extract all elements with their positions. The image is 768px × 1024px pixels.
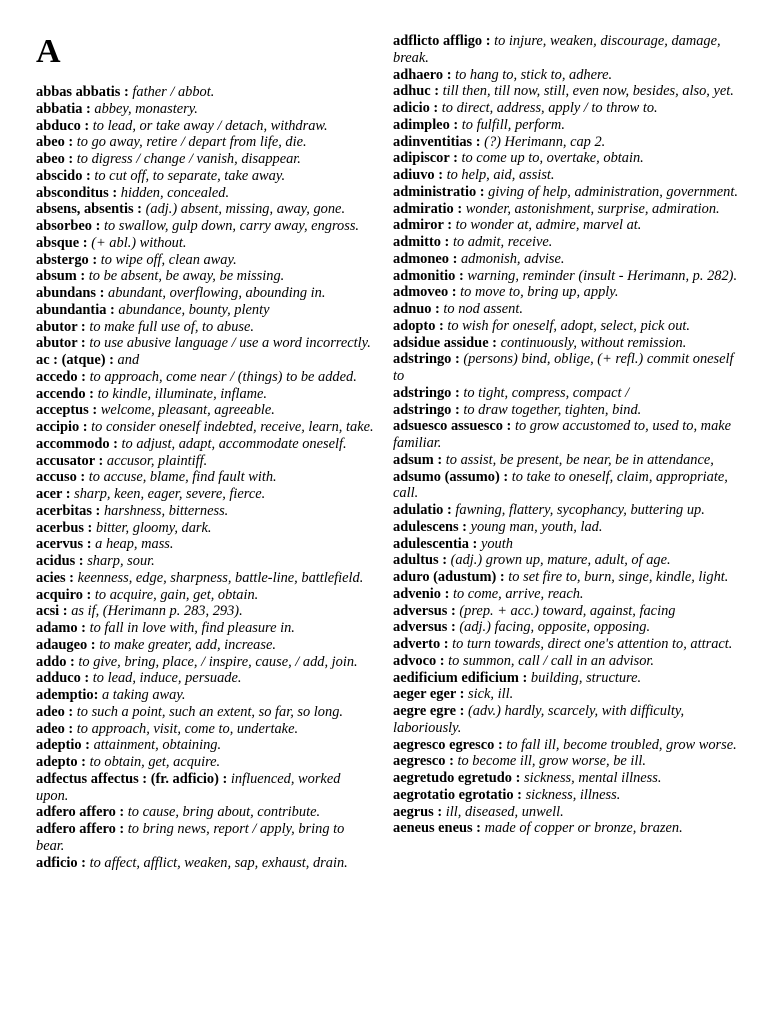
entry-definition: to approach, visit, come to, undertake. [76,720,299,737]
dictionary-entry [36,84,376,101]
entry-definition: keenness, edge, sharpness, battle-line, battlefield. [77,569,364,586]
entry-definition: to lead, or take away / detach, withdraw. [92,117,328,134]
dictionary-entry [36,855,376,872]
dictionary-entry [36,218,376,235]
entry-headword: adficio : [36,854,86,871]
entry-definition: to injure, weaken, discourage, damage, break. [393,33,721,66]
entry-definition: (persons) bind, oblige, (+ refl.) commit oneself to [393,351,734,384]
entry-definition: abundant, overflowing, abounding in. [108,285,326,301]
dictionary-entry [393,603,738,620]
entry-headword: aegrus : [393,803,443,820]
dictionary-entry [36,453,376,470]
dictionary-entry [36,654,376,671]
entry-headword: adiuvo : [393,167,443,183]
entry-definition: (prep. + acc.) toward, against, facing [459,602,676,619]
entry-headword: aedificium edificium : [393,669,528,686]
entry-headword: abeo : [36,134,74,151]
entry-definition: welcome, pleasant, agreeable. [100,402,275,419]
entry-headword: adsidue assidue : [393,334,497,351]
entry-headword: adfero affero : [36,821,125,837]
entry-headword: administratio : [393,183,485,200]
entry-headword: aegre egre : [393,703,465,719]
entry-headword: adsuesco assuesco : [393,418,512,435]
entry-definition: as if, (Herimann p. 283, 293). [71,603,243,620]
dictionary-entry [36,587,376,604]
entry-definition: to give, bring, place, / inspire, cause, / add, join. [78,653,358,670]
entry-headword: acceptus : [36,402,98,419]
entry-headword: admiratio : [393,200,463,217]
dictionary-entry [393,519,738,536]
entry-definition: giving of help, administration, government. [488,183,738,200]
entry-definition: to come up to, overtake, obtain. [461,150,644,167]
dictionary-entry [36,369,376,386]
entry-definition: warning, reminder (insult - Herimann, p. 282). [467,267,738,284]
dictionary-entry [36,335,376,352]
dictionary-entry [36,670,376,687]
entry-headword: abutor : [36,335,86,352]
dictionary-entry [393,67,738,84]
entry-definition: father / abbot. [132,84,215,100]
entry-headword: addo : [36,653,75,670]
entry-headword: adicio : [393,100,439,116]
entry-headword: acies : [36,569,74,586]
entry-headword: adeptio : [36,737,90,754]
entry-headword: acerbus : [36,519,93,536]
dictionary-entry [36,402,376,419]
entry-headword: aeneus eneus : [393,820,481,837]
entry-definition: to fulfill, perform. [461,116,565,133]
entry-definition: to help, aid, assist. [446,167,555,183]
entry-definition: abundance, bounty, plenty [118,301,270,318]
entry-definition: to draw together, tighten, bind. [463,401,642,418]
entry-definition: to take to oneself, claim, appropriate, call. [393,468,728,502]
entry-definition: to adjust, adapt, accommodate oneself. [121,435,347,452]
right-column [393,33,738,837]
entry-headword: adipiscor : [393,150,458,167]
dictionary-entry [393,670,738,687]
dictionary-entry [36,737,376,754]
dictionary-entry [36,754,376,771]
entry-headword: absum : [36,268,86,285]
entry-headword: accusator : [36,452,104,469]
entry-definition: young man, youth, lad. [470,518,603,535]
dictionary-entry [393,569,738,586]
entry-headword: adhuc : [393,83,439,100]
dictionary-entry [36,520,376,537]
dictionary-entry [36,252,376,269]
entry-definition: to kindle, illuminate, inflame. [97,385,268,402]
entry-definition: sharp, keen, eager, severe, fierce. [74,486,266,502]
entry-definition: to become ill, grow worse, be ill. [457,753,647,770]
entry-definition: to lead, induce, persuade. [92,670,242,687]
entry-headword: adstringo : [393,401,460,418]
dictionary-entry [36,285,376,302]
entry-headword: admoveo : [393,284,457,301]
entry-headword: admiror : [393,217,453,234]
entry-definition: sharp, sour. [87,553,155,569]
entry-definition: and [117,352,140,368]
entry-definition: to wish for oneself, adopt, select, pick out. [447,317,691,334]
dictionary-entry [393,402,738,419]
dictionary-entry [393,150,738,167]
dictionary-entry [36,185,376,202]
dictionary-entry [393,753,738,770]
entry-headword: adinventitias : [393,133,481,150]
entry-headword: adversus : [393,602,456,619]
dictionary-entry [36,637,376,654]
dictionary-entry [393,284,738,301]
dictionary-entry [36,319,376,336]
entry-headword: adflicto affligo : [393,33,491,49]
entry-headword: accipio : [36,419,88,435]
entry-headword: admonitio : [393,267,464,284]
entry-headword: adepto : [36,754,86,770]
entry-definition: to come, arrive, reach. [452,585,584,602]
entry-definition: (adj.) grown up, mature, adult, of age. [450,552,671,569]
dictionary-entry [393,83,738,100]
entry-definition: to such a point, such an extent, so far, so long. [76,703,343,720]
entry-headword: admitto : [393,234,450,250]
entry-headword: adeo : [36,703,74,720]
dictionary-entry [36,134,376,151]
dictionary-entry [393,100,738,117]
entry-definition: sickness, illness. [525,786,621,803]
entry-headword: aduro (adustum) : [393,569,505,585]
dictionary-entry [393,201,738,218]
dictionary-entry [393,536,738,553]
entry-definition: attainment, obtaining. [93,737,222,754]
entry-headword: absque : [36,234,88,251]
entry-definition: to fall ill, become troubled, grow worse. [506,736,737,753]
dictionary-entry [393,737,738,754]
dictionary-entry [393,586,738,603]
entry-definition: ill, diseased, unwell. [445,803,564,820]
entry-headword: aegretudo egretudo : [393,770,521,786]
entry-definition: to make full use of, to abuse. [89,318,254,335]
entry-definition: to acquire, gain, get, obtain. [94,586,259,603]
entry-definition: to move to, bring up, apply. [460,284,619,301]
entry-definition: to fall in love with, find pleasure in. [89,620,295,636]
entry-definition: to consider oneself indebted, receive, learn, take. [91,419,374,435]
entry-headword: accendo : [36,385,94,402]
entry-headword: adverto : [393,636,449,652]
dictionary-entry [36,503,376,520]
entry-definition: continuously, without remission. [500,334,687,351]
entry-definition: to accuse, blame, find fault with. [88,469,277,486]
entry-headword: acidus : [36,553,84,569]
dictionary-entry [36,804,376,821]
entry-headword: absconditus : [36,184,118,201]
entry-headword: absorbeo : [36,218,101,234]
dictionary-entry [36,704,376,721]
entry-definition: (+ abl.) without. [91,234,187,251]
entry-headword: adamo : [36,620,86,636]
dictionary-entry [393,770,738,787]
dictionary-entry [36,721,376,738]
dictionary-entry [36,386,376,403]
dictionary-entry [393,820,738,837]
dictionary-entry [36,101,376,118]
entry-definition: admonish, advise. [460,250,565,267]
dictionary-entry [393,469,738,503]
entry-definition: to be absent, be away, be missing. [88,268,285,285]
entry-headword: advenio : [393,585,450,602]
entry-headword: abutor : [36,318,86,335]
entry-definition: a heap, mass. [95,536,174,553]
entry-headword: adeo : [36,720,74,737]
entry-headword: advoco : [393,652,445,669]
entry-headword: adversus : [393,619,456,636]
entry-definition: to make greater, add, increase. [99,636,276,653]
entry-headword: adsum : [393,451,443,468]
entry-headword: adstringo : [393,351,460,368]
entry-headword: adulescens : [393,518,467,535]
entry-headword: abscido : [36,167,91,184]
entry-headword: aegrotatio egrotatio : [393,786,522,803]
entry-definition: to use abusive language / use a word incorrectly. [89,335,371,352]
dictionary-entry [393,385,738,402]
entry-definition: influenced, worked upon. [36,770,341,804]
dictionary-entry [393,184,738,201]
dictionary-entry [393,217,738,234]
entry-headword: adsumo (assumo) : [393,468,509,485]
dictionary-entry [393,251,738,268]
dictionary-entry [36,352,376,369]
dictionary-entry [393,452,738,469]
dictionary-entry [393,167,738,184]
entry-headword: abundans : [36,285,105,301]
section-letter-heading: A [36,33,61,70]
dictionary-entry [393,619,738,636]
entry-definition: a taking away. [101,687,186,703]
entry-definition: to admit, receive. [452,234,553,250]
entry-headword: acquiro : [36,586,92,603]
entry-headword: adstringo : [393,384,460,401]
entry-definition: to affect, afflict, weaken, sap, exhaust, drain. [89,854,348,871]
dictionary-entry [393,787,738,804]
entry-definition: to cut off, to separate, take away. [94,167,286,184]
entry-headword: adultus : [393,552,447,569]
dictionary-entry [393,318,738,335]
entry-headword: abbas abbatis : [36,84,129,100]
entry-definition: to direct, address, apply / to throw to. [441,100,658,116]
entry-definition: to go away, retire / depart from life, die. [76,134,307,151]
entry-headword: adulatio : [393,502,452,518]
dictionary-entry [393,636,738,653]
dictionary-entry [393,268,738,285]
entry-definition: to tight, compress, compact / [463,384,630,401]
entry-headword: accommodo : [36,435,118,452]
entry-definition: to turn towards, direct one's attention to, attract. [452,636,733,652]
entry-definition: to swallow, gulp down, carry away, engross. [103,218,360,234]
dictionary-entry [36,201,376,218]
entry-definition: fawning, flattery, sycophancy, buttering up. [455,502,705,518]
entry-headword: acervus : [36,536,92,553]
entry-headword: adhaero : [393,66,452,83]
entry-definition: made of copper or bronze, brazen. [484,820,683,837]
entry-headword: adnuo : [393,301,440,317]
entry-definition: to wipe off, clean away. [100,251,237,268]
entry-definition: harshness, bitterness. [103,502,229,519]
dictionary-entry [36,235,376,252]
entry-definition: accusor, plaintiff. [106,452,208,469]
entry-definition: to wonder at, admire, marvel at. [455,217,642,234]
entry-headword: adaugeo : [36,636,96,653]
dictionary-entry [36,536,376,553]
entry-definition: to grow accustomed to, used to, make familiar. [393,418,732,451]
dictionary-entry [393,418,738,452]
entry-definition: wonder, astonishment, surprise, admiration. [465,200,720,217]
entry-headword: aeger eger : [393,686,465,703]
entry-headword: abduco : [36,117,90,134]
entry-headword: acer : [36,486,71,502]
dictionary-entry [393,134,738,151]
dictionary-entry [36,118,376,135]
entry-headword: aegresco egresco : [393,736,503,753]
dictionary-entry [36,302,376,319]
left-column [36,84,376,871]
dictionary-entry [393,301,738,318]
dictionary-entry [36,821,376,855]
dictionary-entry [36,419,376,436]
dictionary-entry [36,620,376,637]
entry-headword: accedo : [36,368,86,385]
entry-definition: bitter, gloomy, dark. [95,519,212,536]
entry-headword: adfectus affectus : (fr. adficio) : [36,770,228,787]
entry-definition: to assist, be present, be near, be in attendance, [445,451,714,468]
entry-definition: to cause, bring about, contribute. [127,804,321,821]
entry-definition: (adj.) absent, missing, away, gone. [145,201,346,218]
entry-definition: to obtain, get, acquire. [89,754,221,770]
entry-headword: abeo : [36,151,74,167]
entry-headword: admoneo : [393,250,458,267]
dictionary-entry [393,117,738,134]
dictionary-entry [36,151,376,168]
dictionary-entry [36,771,376,805]
entry-definition: (adj.) facing, opposite, opposing. [459,619,651,636]
entry-definition: hidden, concealed. [120,184,230,201]
dictionary-entry [393,703,738,737]
entry-headword: abstergo : [36,251,98,268]
dictionary-entry [393,686,738,703]
dictionary-entry [393,502,738,519]
dictionary-entry [393,804,738,821]
dictionary-entry [393,351,738,385]
dictionary-entry [393,552,738,569]
entry-headword: ademptio: [36,687,99,703]
dictionary-entry [36,570,376,587]
entry-definition: building, structure. [530,669,642,686]
entry-definition: to set fire to, burn, singe, kindle, light. [508,569,729,585]
entry-headword: acerbitas : [36,502,101,519]
dictionary-entry [36,168,376,185]
entry-headword: ac : (atque) : [36,352,114,368]
entry-headword: abbatia : [36,100,91,117]
entry-headword: adopto : [393,317,444,334]
dictionary-entry [393,234,738,251]
entry-headword: adfero affero : [36,804,125,821]
entry-definition: to bring news, report / apply, bring to bear. [36,821,345,854]
entry-headword: accuso : [36,469,86,486]
entry-definition: youth [480,535,513,552]
entry-headword: acsi : [36,603,68,620]
entry-headword: absens, absentis : [36,201,142,218]
entry-definition: abbey, monastery. [94,100,198,117]
entry-definition: to approach, come near / (things) to be added. [89,368,357,385]
dictionary-entry [393,33,738,67]
dictionary-entry [36,268,376,285]
entry-definition: (?) Herimann, cap 2. [484,133,606,150]
dictionary-entry [393,653,738,670]
entry-headword: adulescentia : [393,535,478,552]
dictionary-entry [36,469,376,486]
entry-headword: adimpleo : [393,116,459,133]
entry-definition: till then, till now, still, even now, besides, also, yet. [442,83,734,100]
entry-definition: to summon, call / call in an advisor. [448,652,655,669]
entry-headword: adduco : [36,670,90,687]
entry-definition: to hang to, stick to, adhere. [455,66,613,83]
dictionary-entry [36,553,376,570]
entry-definition: sick, ill. [468,686,514,703]
dictionary-entry [36,687,376,704]
entry-definition: to nod assent. [443,301,523,317]
dictionary-entry [36,486,376,503]
entry-headword: abundantia : [36,301,115,318]
entry-definition: (adv.) hardly, scarcely, with difficulty, laboriously. [393,703,685,736]
entry-definition: sickness, mental illness. [523,770,662,786]
dictionary-entry [393,335,738,352]
entry-definition: to digress / change / vanish, disappear. [76,151,301,167]
entry-headword: aegresco : [393,753,454,770]
dictionary-entry [36,436,376,453]
dictionary-entry [36,603,376,620]
